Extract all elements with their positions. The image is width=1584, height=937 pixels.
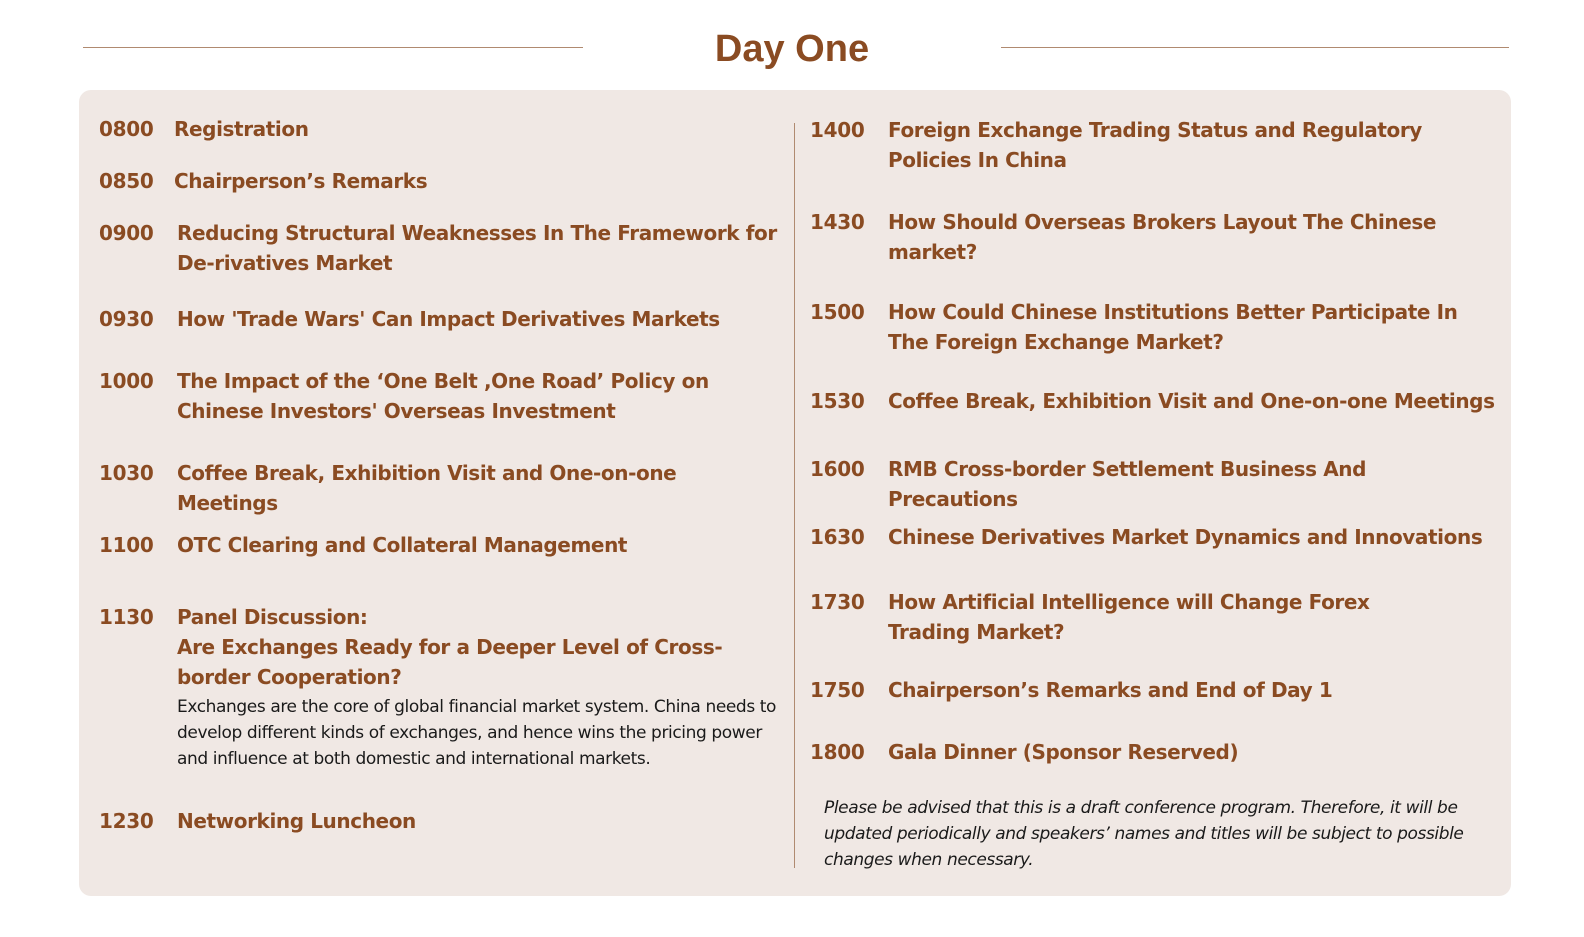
session-time: 1130 — [99, 605, 154, 629]
column-divider — [794, 123, 795, 868]
session-title: RMB Cross-border Settlement Business And Precautions — [888, 457, 1367, 511]
session-time: 1400 — [810, 118, 865, 142]
session-title: Chairperson’s Remarks — [174, 169, 428, 193]
session-time: 1750 — [810, 678, 865, 702]
session-title: Reducing Structural Weaknesses In The Framework for De-rivatives Market — [177, 221, 777, 275]
session-time: 0850 — [99, 169, 154, 193]
session-block — [177, 602, 777, 772]
title-rule-left — [83, 47, 583, 48]
session-time: 0800 — [99, 117, 154, 141]
session-title: The Impact of the ‘One Belt ,One Road’ Policy on Chinese Investors' Overseas Investment — [177, 369, 709, 423]
session-description: Exchanges are the core of global financial market system. China needs to develop different kinds of exchanges, and hence wins the pricing power and influence at both domestic and international markets. — [177, 697, 777, 769]
session-title: Chairperson’s Remarks and End of Day 1 — [888, 678, 1333, 702]
session-time: 1630 — [810, 525, 865, 549]
session-title: Coffee Break, Exhibition Visit and One-on-one Meetings — [888, 389, 1495, 413]
session-time: 1000 — [99, 369, 154, 393]
session-title: Gala Dinner (Sponsor Reserved) — [888, 740, 1239, 764]
page-title: Day One — [714, 28, 870, 70]
session-title: How Could Chinese Institutions Better Participate In The Foreign Exchange Market? — [888, 300, 1458, 354]
session-time: 1430 — [810, 210, 865, 234]
session-title: OTC Clearing and Collateral Management — [177, 533, 628, 557]
session-title: Networking Luncheon — [177, 809, 416, 833]
session-time: 0930 — [99, 307, 154, 331]
session-title: How Should Overseas Brokers Layout The Chinese market? — [888, 210, 1437, 264]
session-time: 1230 — [99, 809, 154, 833]
session-title: Chinese Derivatives Market Dynamics and Innovations — [888, 525, 1483, 549]
session-title: Registration — [174, 117, 309, 141]
session-title: Panel Discussion: — [177, 605, 368, 629]
session-time: 1100 — [99, 533, 154, 557]
session-title: Foreign Exchange Trading Status and Regulatory Policies In China — [888, 118, 1422, 172]
session-time: 1600 — [810, 457, 865, 481]
session-title: How 'Trade Wars' Can Impact Derivatives Markets — [177, 307, 720, 331]
session-time: 1800 — [810, 740, 865, 764]
session-time: 1730 — [810, 590, 865, 614]
session-time: 1030 — [99, 461, 154, 485]
session-subtitle: Are Exchanges Ready for a Deeper Level of Cross-border Cooperation? — [177, 635, 723, 689]
session-title: Coffee Break, Exhibition Visit and One-on-one Meetings — [177, 461, 677, 515]
draft-disclaimer: Please be advised that this is a draft conference program. Therefore, it will be updated periodically and speakers’ names and titles will be subject to possible changes when necessary. — [824, 798, 1464, 870]
session-time: 1500 — [810, 300, 865, 324]
session-time: 0900 — [99, 221, 154, 245]
session-time: 1530 — [810, 389, 865, 413]
title-rule-right — [1001, 47, 1509, 48]
session-title: How Artificial Intelligence will Change Forex Trading Market? — [888, 590, 1370, 644]
